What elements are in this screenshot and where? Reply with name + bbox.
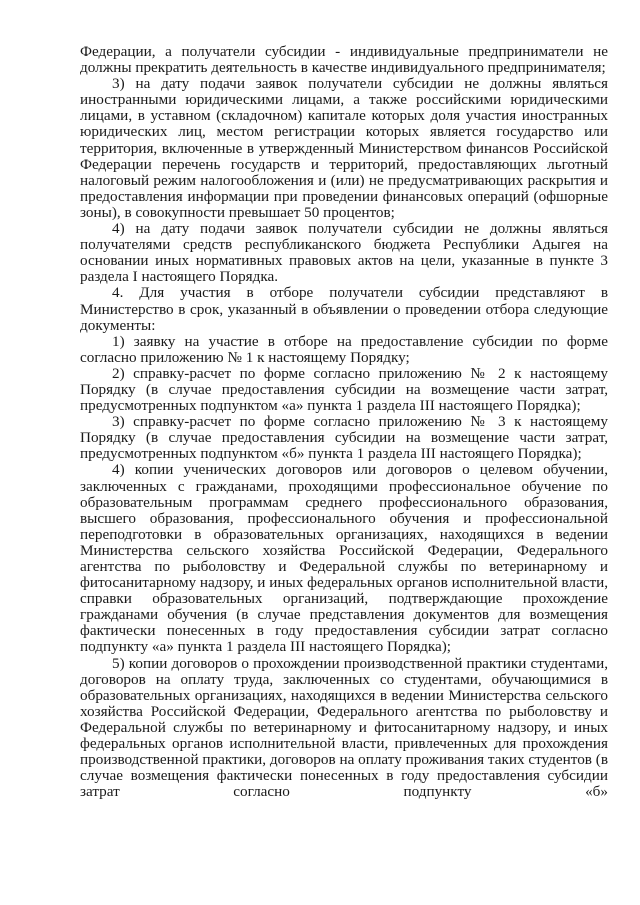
paragraph-item-3: 3) на дату подачи заявок получатели субсидии не должны являться иностранными юридическими лицами, а также российскими юридическими лицами, в уставном (складочном) капитале которых доля участия иностранных юридических лиц, местом регистрации которых является государство или территория, включенные в утвержденный Министерством финансов Российской Федерации перечень государств и территорий, предоставляющих льготный налоговый режим налогообложения и (или) не предусматривающих раскрытия и предоставления информации при проведении финансовых операций (офшорные зоны), в совокупности превышает 50 процентов; (80, 75, 608, 221)
paragraph-doc-5: 5) копии договоров о прохождении производственной практики студентами, договоров на оплату труда, заключенных со студентами, обучающимися в образовательных организациях, находящихся в ведении Министерства сельского хозяйства Российской Федерации, Федерального агентства по рыболовству и Федеральной службы по ветеринарному и фитосанитарному надзору, и иных федеральных органов исполнительной власти, привлеченных для прохождения производственной практики, договоров на оплату проживания таких студентов (в случае возмещения фактически понесенных в году предоставления субсидии затрат согласно подпункту «б» (80, 654, 608, 801)
paragraph-section-4: 4. Для участия в отборе получатели субсидии представляют в Министерство в срок, указанный в объявлении о проведении отбора следующие документы: (80, 284, 608, 334)
paragraph-doc-1: 1) заявку на участие в отборе на предоставление субсидии по форме согласно приложению № 1 к настоящему Порядку; (80, 332, 608, 366)
paragraph-doc-2: 2) справку-расчет по форме согласно приложению № 2 к настоящему Порядку (в случае предоставления субсидии на возмещение части затрат, предусмотренных подпунктом «а» пункта 1 раздела III настоящего Порядка); (80, 364, 608, 415)
paragraph-doc-3: 3) справку-расчет по форме согласно приложению № 3 к настоящему Порядку (в случае предоставления субсидии на возмещение части затрат, предусмотренных подпунктом «б» пункта 1 раздела III настоящего Порядка); (80, 413, 608, 463)
paragraph-doc-4: 4) копии ученических договоров или договоров о целевом обучении, заключенных с гражданами, проходящими профессиональное обучение по образовательным программам среднего профессионального образования, высшего образования, профессионального обучения и профессиональной переподготовки в образовательных организациях, находящихся в ведении Министерства сельского хозяйства Российской Федерации, Федерального агентства по рыболовству и Федеральной службы по ветеринарному и фитосанитарному надзору, и иных федеральных органов исполнительной власти, справки образовательных организаций, подтверждающие прохождение гражданами обучения (в случае представления документов для возмещения фактически понесенных в году предоставления субсидии затрат согласно подпункту «а» пункта 1 раздела III настоящего Порядка); (80, 461, 608, 656)
paragraph-continuation: Федерации, а получатели субсидии - индивидуальные предприниматели не должны прекратить деятельность в качестве индивидуального предпринимателя; (80, 43, 608, 77)
paragraph-item-4: 4) на дату подачи заявок получатели субсидии не должны являться получателями средств республиканского бюджета Республики Адыгея на основании иных нормативных правовых актов на цели, указанные в пункте 3 раздела I настоящего Порядка. (80, 220, 608, 286)
